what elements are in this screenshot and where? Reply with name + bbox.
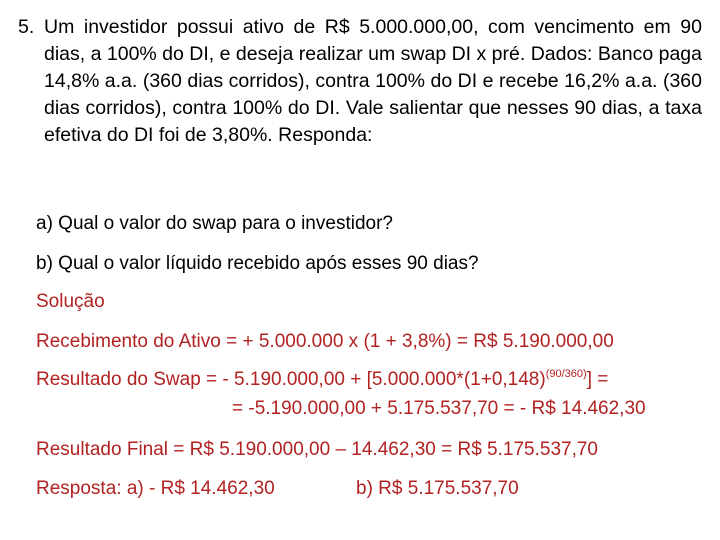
swap-expression: Resultado do Swap = - 5.190.000,00 + [5.000.000*(1+0,148) — [36, 369, 546, 390]
problem-text: Um investidor possui ativo de R$ 5.000.000,00, com vencimento em 90 dias, a 100% do DI, e deseja realizar um swap DI x pré. Dados: Banco paga 14,8% a.a. (360 dias corridos), contra 100% do DI e recebe 16,2% a.a. (360 dias corridos), contra 100% do DI. Vale salientar que nesses 90 dias, a taxa efetiva do DI foi de 3,80%. Responda: — [44, 16, 702, 146]
swap-expression-end: ] = — [586, 369, 609, 390]
answer-a: Resposta: a) - R$ 14.462,30 — [36, 478, 275, 499]
problem-statement — [18, 14, 702, 149]
answer-b: b) R$ 5.175.537,70 — [356, 478, 519, 499]
swap-exponent: (90/360) — [545, 368, 587, 380]
solution-final: Resultado Final = R$ 5.190.000,00 – 14.462,30 = R$ 5.175.537,70 — [36, 439, 598, 460]
problem-number: 5. — [18, 16, 35, 38]
solution-ativo: Recebimento do Ativo = + 5.000.000 x (1 + 3,8%) = R$ 5.190.000,00 — [36, 331, 614, 352]
solution-swap-line2: = -5.190.000,00 + 5.175.537,70 = - R$ 14.462,30 — [232, 398, 646, 419]
question-a: a) Qual o valor do swap para o investidor? — [36, 213, 393, 234]
solution-heading: Solução — [36, 291, 105, 312]
solution-swap-line1 — [36, 369, 608, 391]
question-b: b) Qual o valor líquido recebido após esses 90 dias? — [36, 253, 479, 274]
